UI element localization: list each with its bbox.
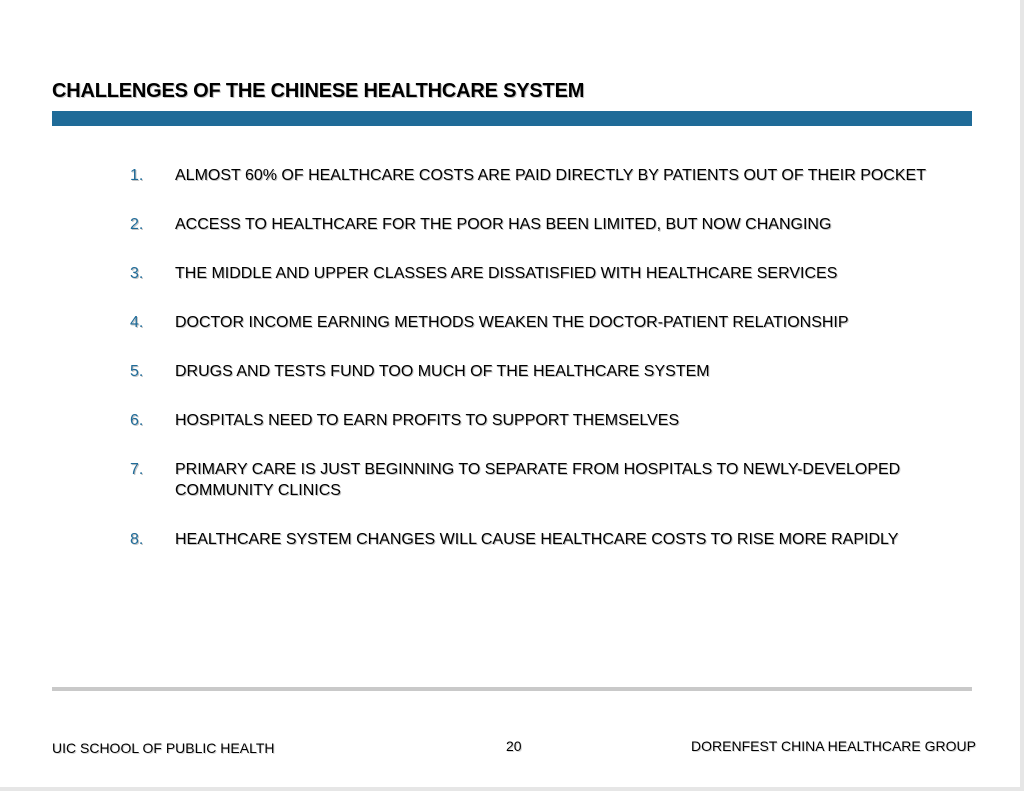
list-item	[130, 165, 930, 186]
footer-divider-line	[52, 687, 972, 691]
list-item	[130, 214, 930, 235]
list-item-number: 5.	[130, 363, 144, 380]
list-item-text: DRUGS AND TESTS FUND TOO MUCH OF THE HEALTHCARE SYSTEM	[175, 363, 710, 380]
list-item-number: 1.	[130, 167, 144, 184]
list-item	[130, 263, 930, 284]
list-item	[130, 312, 930, 333]
list-item-number: 3.	[130, 265, 144, 282]
list-item-number: 7.	[130, 461, 144, 478]
slide-title: CHALLENGES OF THE CHINESE HEALTHCARE SYSTEM	[52, 80, 585, 102]
list-item-text: ACCESS TO HEALTHCARE FOR THE POOR HAS BEEN LIMITED, BUT NOW CHANGING	[175, 216, 832, 233]
list-item-number: 6.	[130, 412, 144, 429]
list-item-text: DOCTOR INCOME EARNING METHODS WEAKEN THE DOCTOR-PATIENT RELATIONSHIP	[175, 314, 849, 331]
list-item-text: THE MIDDLE AND UPPER CLASSES ARE DISSATISFIED WITH HEALTHCARE SERVICES	[175, 265, 838, 282]
footer-organization: UIC SCHOOL OF PUBLIC HEALTH	[52, 740, 275, 756]
list-item	[130, 410, 930, 431]
title-divider-bar	[52, 111, 972, 126]
footer-group-name: DORENFEST CHINA HEALTHCARE GROUP	[691, 738, 976, 754]
list-item-text: PRIMARY CARE IS JUST BEGINNING TO SEPARATE FROM HOSPITALS TO NEWLY-DEVELOPED COMMUNITY CLINICS	[175, 461, 901, 499]
page-number: 20	[506, 738, 522, 754]
challenge-list	[130, 165, 930, 550]
list-item	[130, 361, 930, 382]
list-item-number: 8.	[130, 531, 144, 548]
list-item-number: 4.	[130, 314, 144, 331]
list-item-text: HEALTHCARE SYSTEM CHANGES WILL CAUSE HEALTHCARE COSTS TO RISE MORE RAPIDLY	[175, 531, 899, 548]
list-item-number: 2.	[130, 216, 144, 233]
list-item	[130, 459, 930, 501]
list-item-text: HOSPITALS NEED TO EARN PROFITS TO SUPPORT THEMSELVES	[175, 412, 680, 429]
list-item	[130, 529, 930, 550]
list-item-text: ALMOST 60% OF HEALTHCARE COSTS ARE PAID DIRECTLY BY PATIENTS OUT OF THEIR POCKET	[175, 167, 926, 184]
